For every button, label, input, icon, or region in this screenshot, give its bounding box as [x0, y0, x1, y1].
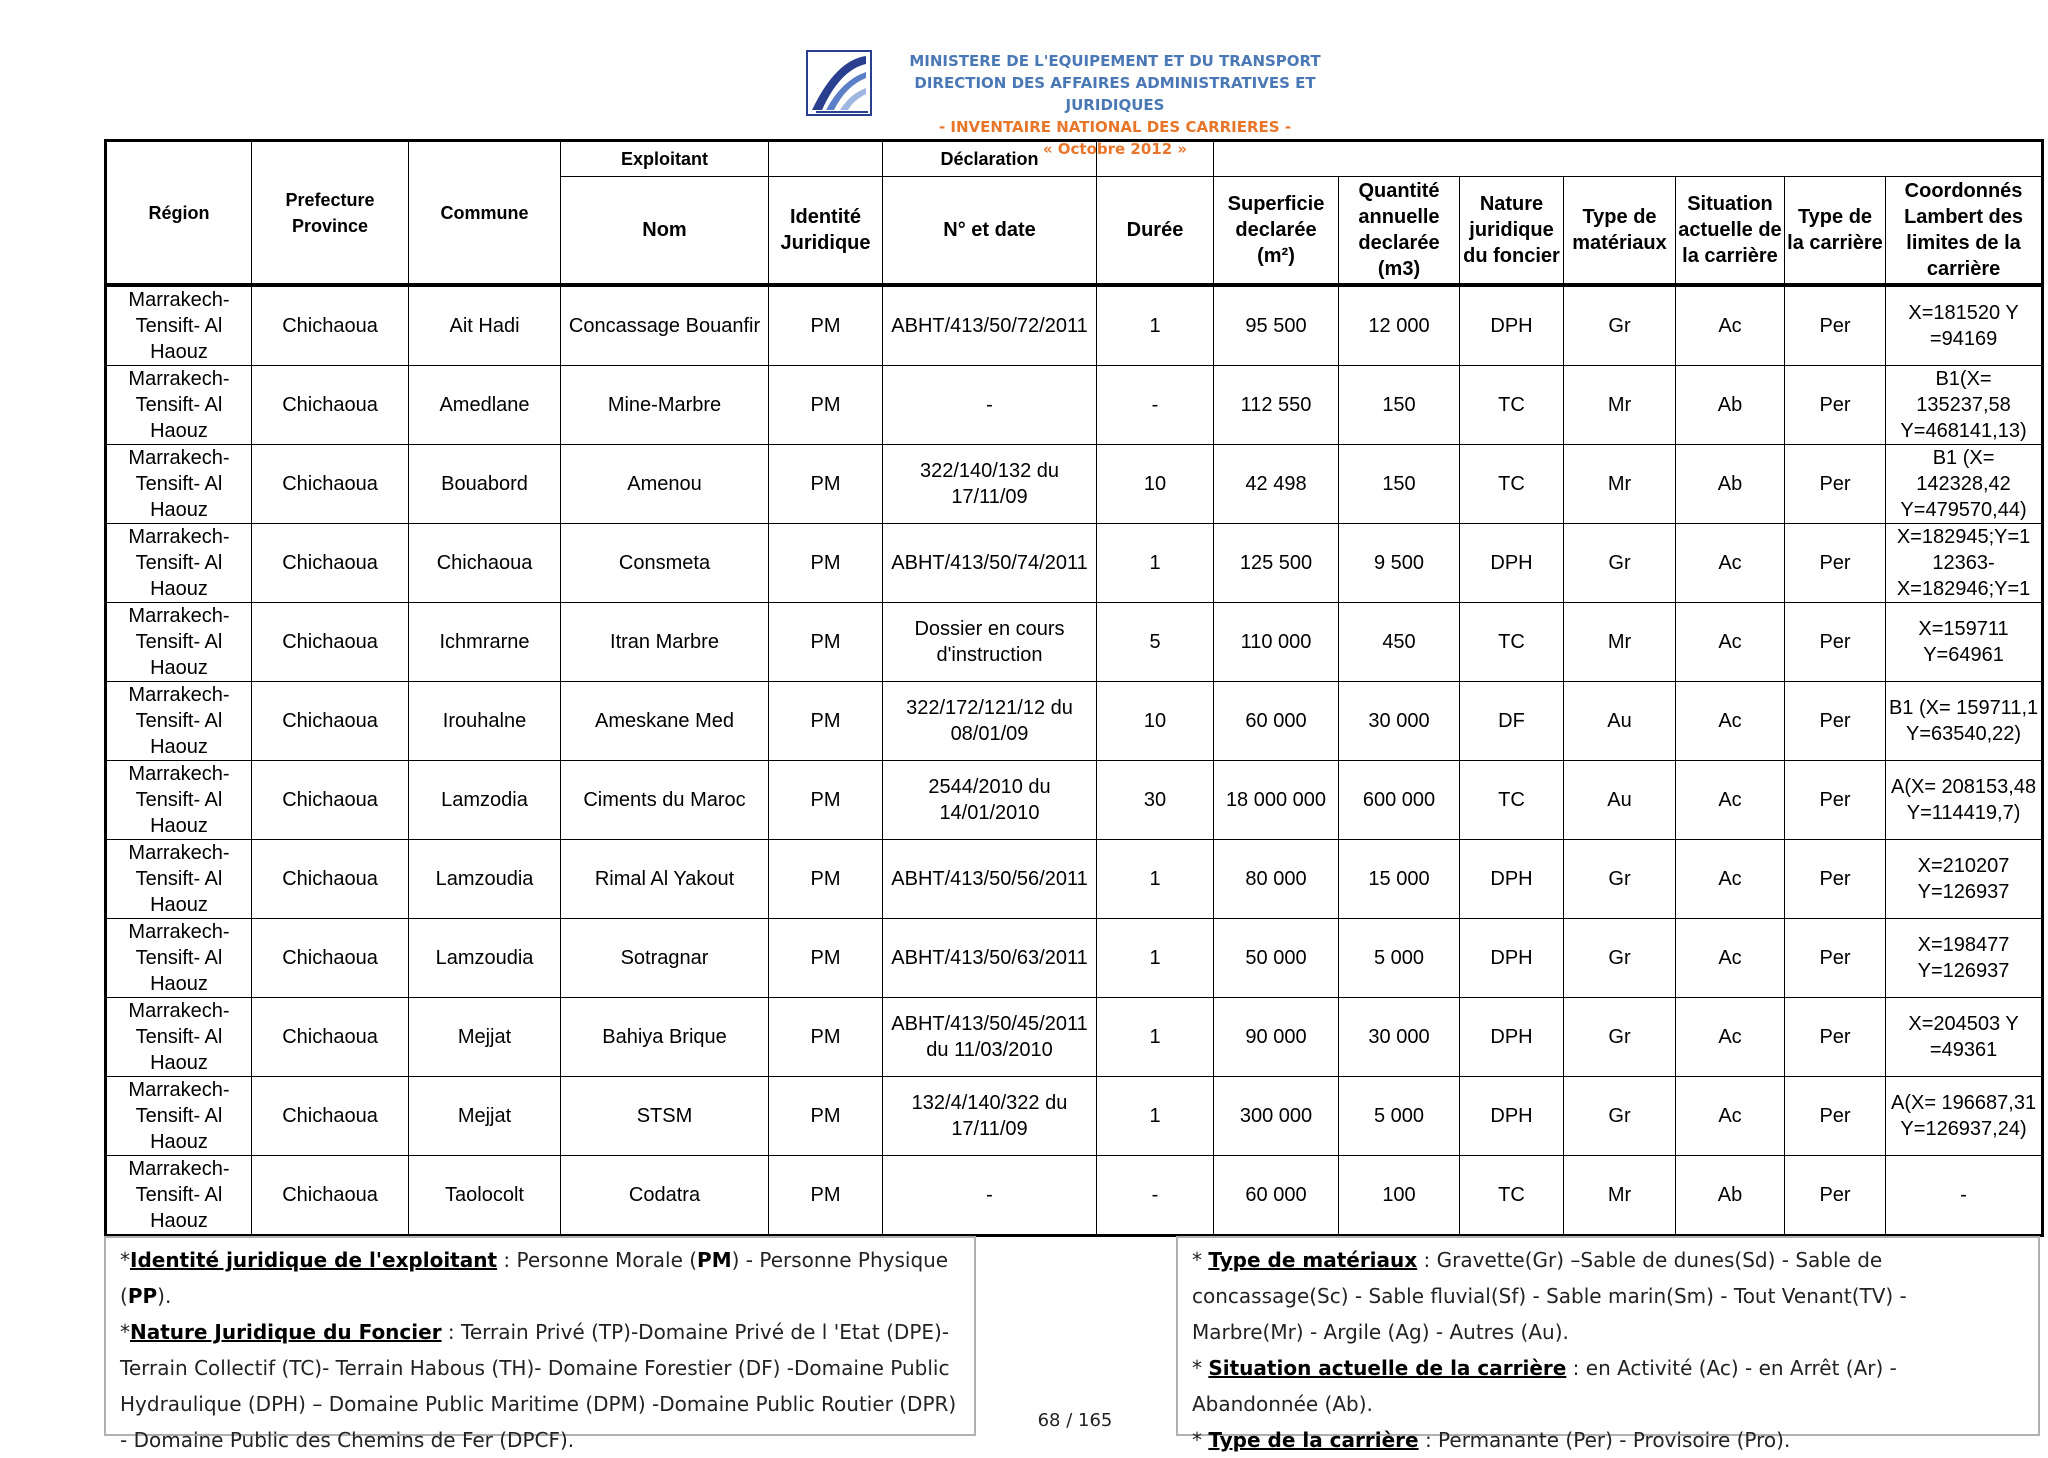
table-row [106, 998, 2043, 1077]
table-cell: Marrakech-Tensift- Al Haouz [106, 919, 252, 998]
table-cell: Au [1564, 761, 1676, 840]
table-cell: Au [1564, 682, 1676, 761]
table-cell: Mejjat [409, 1077, 561, 1156]
table-cell: Bahiya Brique [561, 998, 769, 1077]
column-header: Région [106, 141, 252, 286]
table-cell: Lamzoudia [409, 919, 561, 998]
table-cell: Marrakech-Tensift- Al Haouz [106, 998, 252, 1077]
table-cell: A(X= 196687,31 Y=126937,24) [1886, 1077, 2043, 1156]
table-cell: Amenou [561, 445, 769, 524]
table-cell: Marrakech-Tensift- Al Haouz [106, 1156, 252, 1236]
table-cell: PM [769, 366, 883, 445]
table-cell: Mine-Marbre [561, 366, 769, 445]
table-cell: Chichaoua [252, 603, 409, 682]
table-cell: 18 000 000 [1214, 761, 1339, 840]
table-cell: Itran Marbre [561, 603, 769, 682]
table-row [106, 366, 2043, 445]
table-cell: Marrakech-Tensift- Al Haouz [106, 285, 252, 366]
table-cell: 112 550 [1214, 366, 1339, 445]
table-cell: Per [1785, 761, 1886, 840]
table-cell: Per [1785, 919, 1886, 998]
table-cell: PM [769, 445, 883, 524]
table-cell: Ameskane Med [561, 682, 769, 761]
direction-title: DIRECTION DES AFFAIRES ADMINISTRATIVES ET JURIDIQUES [914, 74, 1316, 114]
table-cell: PM [769, 603, 883, 682]
column-header: Situation actuelle de la carrière [1676, 177, 1785, 286]
column-header: Identité Juridique [769, 177, 883, 286]
table-cell: Marrakech-Tensift- Al Haouz [106, 840, 252, 919]
table-cell: Chichaoua [252, 285, 409, 366]
table-cell: ABHT/413/50/56/2011 [883, 840, 1097, 919]
table-cell: 10 [1097, 445, 1214, 524]
table-cell: Marrakech-Tensift- Al Haouz [106, 761, 252, 840]
table-cell: Gr [1564, 1077, 1676, 1156]
table-row [106, 761, 2043, 840]
table-cell: Sotragnar [561, 919, 769, 998]
table-cell: TC [1460, 603, 1564, 682]
legend-key: Identité juridique de l'exploitant [130, 1248, 498, 1272]
table-cell: B1(X= 135237,58 Y=468141,13) [1886, 366, 2043, 445]
table-cell: Chichaoua [252, 919, 409, 998]
column-header: Nature juridique du foncier [1460, 177, 1564, 286]
table-cell: Per [1785, 445, 1886, 524]
table-cell: DPH [1460, 919, 1564, 998]
table-cell: X=182945;Y=1 12363- X=182946;Y=1 [1886, 524, 2043, 603]
column-header: Nom [561, 177, 769, 286]
table-cell: 12 000 [1339, 285, 1460, 366]
table-cell: TC [1460, 445, 1564, 524]
table-cell: Chichaoua [252, 1077, 409, 1156]
column-header: Coordonnés Lambert des limites de la carrière [1886, 177, 2043, 286]
table-cell: Chichaoua [252, 998, 409, 1077]
legend-key: Situation actuelle de la carrière [1208, 1356, 1567, 1380]
table-cell: Gr [1564, 524, 1676, 603]
table-cell: DPH [1460, 285, 1564, 366]
table-row [106, 682, 2043, 761]
table-cell: Per [1785, 840, 1886, 919]
column-header: Commune [409, 141, 561, 286]
table-cell: Per [1785, 285, 1886, 366]
table-cell: 5 000 [1339, 919, 1460, 998]
legend-situation: * Situation actuelle de la carrière : en Activité (Ac) - en Arrêt (Ar) - Abandonnée (Ab). [1192, 1356, 1897, 1416]
table-cell: Marrakech-Tensift- Al Haouz [106, 366, 252, 445]
table-cell: 110 000 [1214, 603, 1339, 682]
table-row [106, 840, 2043, 919]
table-cell: ABHT/413/50/45/2011 du 11/03/2010 [883, 998, 1097, 1077]
legend-materiaux: * Type de matériaux : Gravette(Gr) –Sable de dunes(Sd) - Sable de concassage(Sc) - Sable fluvial(Sf) - Sable marin(Sm) - Tout Venant(TV) - Marbre(Mr) - Argile (Ag) - Autres (Au). [1192, 1248, 1907, 1344]
table-cell: ABHT/413/50/72/2011 [883, 285, 1097, 366]
legend-key: Type de la carrière [1208, 1428, 1419, 1452]
table-cell: TC [1460, 761, 1564, 840]
column-header: Type de matériaux [1564, 177, 1676, 286]
table-cell: X=210207 Y=126937 [1886, 840, 2043, 919]
table-cell: 60 000 [1214, 682, 1339, 761]
table-cell: Marrakech-Tensift- Al Haouz [106, 524, 252, 603]
table-cell: 30 000 [1339, 682, 1460, 761]
table-cell: 5 [1097, 603, 1214, 682]
legend-type: * Type de la carrière : Permanante (Per) - Provisoire (Pro). [1192, 1428, 1791, 1452]
table-cell: Chichaoua [252, 840, 409, 919]
inventory-date: « Octobre 2012 » [1042, 140, 1188, 158]
table-cell: Marrakech-Tensift- Al Haouz [106, 1077, 252, 1156]
table-cell: - [1097, 1156, 1214, 1236]
table-cell: 150 [1339, 445, 1460, 524]
ministry-title: MINISTERE DE L'EQUIPEMENT ET DU TRANSPORT [909, 52, 1321, 70]
empty-group-header [769, 141, 883, 177]
table-cell: Per [1785, 1077, 1886, 1156]
column-header: N° et date [883, 177, 1097, 286]
table-cell: X=198477 Y=126937 [1886, 919, 2043, 998]
table-cell: Concassage Bouanfir [561, 285, 769, 366]
table-cell: DPH [1460, 524, 1564, 603]
table-cell: ABHT/413/50/63/2011 [883, 919, 1097, 998]
table-cell: 100 [1339, 1156, 1460, 1236]
table-cell: Consmeta [561, 524, 769, 603]
table-cell: B1 (X= 159711,1 Y=63540,22) [1886, 682, 2043, 761]
table-cell: Per [1785, 682, 1886, 761]
table-cell: Ac [1676, 682, 1785, 761]
table-row [106, 603, 2043, 682]
quarry-inventory-table-wrap [104, 139, 2041, 1237]
table-cell: 10 [1097, 682, 1214, 761]
table-cell: Mr [1564, 1156, 1676, 1236]
ministry-logo-icon [806, 50, 872, 116]
table-cell: Dossier en cours d'instruction [883, 603, 1097, 682]
legend-key: Nature Juridique du Foncier [130, 1320, 442, 1344]
table-cell: Codatra [561, 1156, 769, 1236]
table-cell: - [883, 1156, 1097, 1236]
table-cell: PM [769, 919, 883, 998]
table-cell: Marrakech-Tensift- Al Haouz [106, 603, 252, 682]
table-cell: PM [769, 524, 883, 603]
table-cell: 1 [1097, 998, 1214, 1077]
table-cell: 1 [1097, 919, 1214, 998]
table-cell: - [1886, 1156, 2043, 1236]
table-cell: Per [1785, 524, 1886, 603]
table-cell: B1 (X= 142328,42 Y=479570,44) [1886, 445, 2043, 524]
table-cell: Chichaoua [252, 1156, 409, 1236]
table-row [106, 1156, 2043, 1236]
empty-group-header [1214, 141, 2043, 177]
table-cell: Ac [1676, 603, 1785, 682]
table-cell: Chichaoua [409, 524, 561, 603]
table-cell: PM [769, 285, 883, 366]
table-cell: 60 000 [1214, 1156, 1339, 1236]
table-cell: 42 498 [1214, 445, 1339, 524]
table-cell: - [883, 366, 1097, 445]
table-cell: Ac [1676, 285, 1785, 366]
table-cell: 150 [1339, 366, 1460, 445]
column-header: Superficie declarée (m²) [1214, 177, 1339, 286]
table-cell: TC [1460, 366, 1564, 445]
table-cell: Gr [1564, 285, 1676, 366]
legend-nature: *Nature Juridique du Foncier : Terrain Privé (TP)-Domaine Privé de l 'Etat (DPE)- Terrain Collectif (TC)- Terrain Habous (TH)- Domaine Forestier (DF) -Domaine Public Hydraulique (DPH) – Domaine Public Maritime (DPM) -Domaine Public Routier (DPR) - Domaine Public des Chemins de Fer (DPCF). [120, 1320, 957, 1452]
table-cell: Mr [1564, 445, 1676, 524]
table-cell: PM [769, 1156, 883, 1236]
table-cell: Per [1785, 603, 1886, 682]
table-cell: STSM [561, 1077, 769, 1156]
table-row [106, 285, 2043, 366]
column-header: Type de la carrière [1785, 177, 1886, 286]
table-cell: DPH [1460, 840, 1564, 919]
table-cell: 1 [1097, 840, 1214, 919]
table-cell: X=204503 Y =49361 [1886, 998, 2043, 1077]
table-cell: DF [1460, 682, 1564, 761]
table-cell: Marrakech-Tensift- Al Haouz [106, 682, 252, 761]
table-cell: 95 500 [1214, 285, 1339, 366]
table-row [106, 919, 2043, 998]
column-header: Durée [1097, 177, 1214, 286]
table-cell: Irouhalne [409, 682, 561, 761]
table-cell: Ac [1676, 524, 1785, 603]
table-cell: 322/172/121/12 du 08/01/09 [883, 682, 1097, 761]
table-cell: 15 000 [1339, 840, 1460, 919]
table-cell: Gr [1564, 840, 1676, 919]
table-cell: 300 000 [1214, 1077, 1339, 1156]
table-cell: A(X= 208153,48 Y=114419,7) [1886, 761, 2043, 840]
table-cell: Ab [1676, 366, 1785, 445]
table-cell: TC [1460, 1156, 1564, 1236]
table-cell: DPH [1460, 1077, 1564, 1156]
table-cell: 125 500 [1214, 524, 1339, 603]
table-cell: 600 000 [1339, 761, 1460, 840]
table-cell: Marrakech-Tensift- Al Haouz [106, 445, 252, 524]
table-cell: Rimal Al Yakout [561, 840, 769, 919]
table-cell: PM [769, 682, 883, 761]
table-cell: Per [1785, 998, 1886, 1077]
table-cell: 1 [1097, 285, 1214, 366]
legend-left [104, 1236, 976, 1452]
table-cell: Taolocolt [409, 1156, 561, 1236]
table-cell: 90 000 [1214, 998, 1339, 1077]
table-cell: Ac [1676, 761, 1785, 840]
document-header [0, 46, 2048, 158]
table-cell: 1 [1097, 1077, 1214, 1156]
table-cell: Per [1785, 1156, 1886, 1236]
table-cell: Mr [1564, 603, 1676, 682]
table-cell: Ab [1676, 445, 1785, 524]
table-cell: X=159711 Y=64961 [1886, 603, 2043, 682]
table-cell: Ab [1676, 1156, 1785, 1236]
table-cell: Mejjat [409, 998, 561, 1077]
quarry-inventory-table [104, 139, 2044, 1237]
table-cell: X=181520 Y =94169 [1886, 285, 2043, 366]
table-cell: Ichmrarne [409, 603, 561, 682]
table-cell: Per [1785, 366, 1886, 445]
table-cell: Lamzoudia [409, 840, 561, 919]
table-cell: Chichaoua [252, 524, 409, 603]
table-cell: 2544/2010 du 14/01/2010 [883, 761, 1097, 840]
table-cell: Bouabord [409, 445, 561, 524]
table-row [106, 524, 2043, 603]
legend-identite: *Identité juridique de l'exploitant : Personne Morale (PM) - Personne Physique (PP). [120, 1248, 949, 1308]
table-cell: Amedlane [409, 366, 561, 445]
table-cell: 50 000 [1214, 919, 1339, 998]
inventory-title: - INVENTAIRE NATIONAL DES CARRIERES - [938, 118, 1292, 136]
table-cell: Ciments du Maroc [561, 761, 769, 840]
table-cell: Ait Hadi [409, 285, 561, 366]
table-cell: - [1097, 366, 1214, 445]
table-cell: PM [769, 1077, 883, 1156]
table-cell: 30 [1097, 761, 1214, 840]
legend-key: Type de matériaux [1208, 1248, 1418, 1272]
table-cell: 80 000 [1214, 840, 1339, 919]
table-cell: 9 500 [1339, 524, 1460, 603]
table-cell: PM [769, 761, 883, 840]
page-number: 68 / 165 [1037, 1410, 1113, 1431]
table-cell: Mr [1564, 366, 1676, 445]
table-cell: 1 [1097, 524, 1214, 603]
table-cell: Gr [1564, 998, 1676, 1077]
table-cell: Chichaoua [252, 445, 409, 524]
table-body [106, 285, 2043, 1236]
table-cell: Lamzodia [409, 761, 561, 840]
table-cell: 5 000 [1339, 1077, 1460, 1156]
table-cell: PM [769, 998, 883, 1077]
table-cell: Chichaoua [252, 682, 409, 761]
table-cell: Ac [1676, 1077, 1785, 1156]
table-cell: Ac [1676, 998, 1785, 1077]
table-cell: 30 000 [1339, 998, 1460, 1077]
legend-right [1176, 1236, 2040, 1452]
table-cell: 322/140/132 du 17/11/09 [883, 445, 1097, 524]
table-row [106, 445, 2043, 524]
table-row [106, 1077, 2043, 1156]
group-header-row [106, 141, 2043, 177]
table-cell: ABHT/413/50/74/2011 [883, 524, 1097, 603]
table-cell: 450 [1339, 603, 1460, 682]
column-header: Prefecture Province [252, 141, 409, 286]
declaration-group-header: Déclaration [883, 141, 1097, 177]
table-cell: Ac [1676, 919, 1785, 998]
table-cell: DPH [1460, 998, 1564, 1077]
table-cell: Chichaoua [252, 761, 409, 840]
exploitant-group-header: Exploitant [561, 141, 769, 177]
column-header: Quantité annuelle declarée (m3) [1339, 177, 1460, 286]
table-cell: Chichaoua [252, 366, 409, 445]
table-cell: 132/4/140/322 du 17/11/09 [883, 1077, 1097, 1156]
table-cell: Ac [1676, 840, 1785, 919]
table-cell: PM [769, 840, 883, 919]
empty-group-header [1097, 141, 1214, 177]
table-cell: Gr [1564, 919, 1676, 998]
